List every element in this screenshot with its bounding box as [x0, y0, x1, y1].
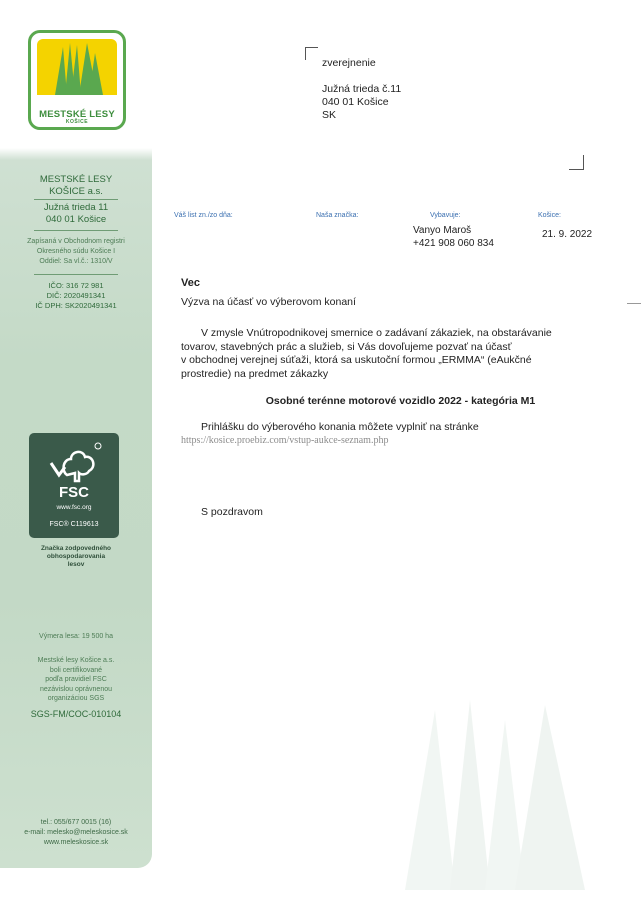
- recipient-street: Južná trieda č.11: [322, 83, 402, 95]
- company-logo: [28, 30, 126, 130]
- application-instruction: Prihlášku do výberového konania môžete vyplniť na stránke: [201, 421, 479, 433]
- phone-number: tel.: 055/677 0015 (16): [40, 819, 112, 826]
- our-reference-label: Naša značka:: [316, 212, 359, 219]
- letterhead-sidebar: [0, 0, 152, 868]
- forest-area: Výmera lesa: 19 500 ha: [39, 633, 113, 640]
- auction-link[interactable]: https://kosice.proebiz.com/vstup-aukce-seznam.php: [181, 435, 389, 446]
- recipient-country: SK: [322, 109, 337, 121]
- address-window-corner: [569, 155, 584, 170]
- fold-mark: [627, 303, 641, 304]
- contact-info: [0, 818, 152, 848]
- ic-dph: IČ DPH: SK2020491341: [35, 301, 117, 310]
- ico: IČO: 316 72 981: [48, 281, 104, 290]
- logo-city: KOŠICE: [65, 119, 89, 125]
- register-line: Okresného súdu Košice I: [36, 248, 116, 255]
- address-line: 040 01 Košice: [45, 214, 107, 225]
- cert-line: Mestské lesy Košice a.s.: [37, 657, 115, 664]
- logo-watermark-icon: [395, 690, 595, 890]
- fsc-logo: [29, 433, 119, 538]
- dic: DIČ: 2020491341: [46, 291, 106, 300]
- your-letter-label: Váš list zn./zo dňa:: [174, 212, 233, 219]
- company-ids: [0, 281, 152, 311]
- place-label: Košice:: [538, 212, 561, 219]
- letter-date: 21. 9. 2022: [542, 229, 593, 240]
- cert-line: boli certifikované: [49, 666, 103, 674]
- divider: [34, 230, 118, 231]
- fsc-tree-icon: [47, 441, 103, 485]
- subject: Výzva na účasť vo výberovom konaní: [181, 296, 356, 308]
- cert-line: organizáciou SGS: [47, 695, 105, 702]
- company-name-line: KOŠICE a.s.: [49, 186, 103, 197]
- certification-code: SGS-FM/COC-010104: [30, 709, 122, 719]
- divider: [34, 199, 118, 200]
- handled-by-label: Vybavuje:: [430, 212, 461, 219]
- subject-heading: Vec: [181, 277, 200, 289]
- address-line: Južná trieda 11: [43, 202, 109, 213]
- paragraph-line: V zmysle Vnútropodnikovej smernice o zadávaní zákaziek, na obstarávanie: [201, 327, 552, 339]
- tender-title: Osobné terénne motorové vozidlo 2022 - kategória M1: [265, 395, 536, 407]
- register-line: Zapísaná v Obchodnom registri: [27, 238, 125, 245]
- register-line: Oddiel: Sa vl.č.: 1310/V: [39, 258, 113, 265]
- company-name-line: MESTSKÉ LESY: [39, 174, 113, 185]
- cert-line: podľa pravidiel FSC: [45, 676, 107, 683]
- company-address: [0, 202, 152, 226]
- address-window-corner: [305, 47, 318, 60]
- recipient-city: 040 01 Košice: [322, 96, 389, 108]
- fsc-caption: [0, 545, 152, 569]
- company-name: [0, 174, 152, 198]
- fsc-title: FSC: [59, 484, 89, 501]
- fsc-caption-line: Značka zodpovedného: [40, 545, 112, 552]
- divider: [34, 274, 118, 275]
- certification-info: [0, 656, 152, 704]
- fsc-caption-line: lesov: [67, 561, 85, 568]
- fsc-website: www.fsc.org: [56, 504, 92, 511]
- logo-trees-icon: [37, 39, 117, 95]
- handled-by-phone: +421 908 060 834: [413, 238, 494, 249]
- paragraph-line: tovarov, stavebných prác a služieb, si Vás dovoľujeme pozvať na účasť: [181, 340, 512, 353]
- logo-company-name: MESTSKÉ LESY: [39, 109, 115, 120]
- handled-by-name: Vanyo Maroš: [413, 225, 472, 236]
- recipient-name: zverejnenie: [322, 57, 376, 69]
- paragraph-line: v obchodnej verejnej súťaži, ktorá sa uskutoční formou „ERMMA“ (eAukčné: [181, 354, 532, 366]
- closing-regards: S pozdravom: [201, 506, 263, 518]
- cert-line: nezávislou oprávnenou: [40, 685, 112, 693]
- paragraph-line: prostredie) na predmet zákazky: [181, 367, 329, 380]
- website: www.meleskosice.sk: [43, 839, 109, 846]
- email-address: e-mail: melesko@meleskosice.sk: [24, 829, 128, 836]
- register-info: [0, 237, 152, 267]
- fsc-license-code: FSC® C119613: [49, 521, 99, 528]
- invitation-paragraph: [181, 327, 621, 381]
- fsc-caption-line: obhospodarovania: [46, 553, 106, 560]
